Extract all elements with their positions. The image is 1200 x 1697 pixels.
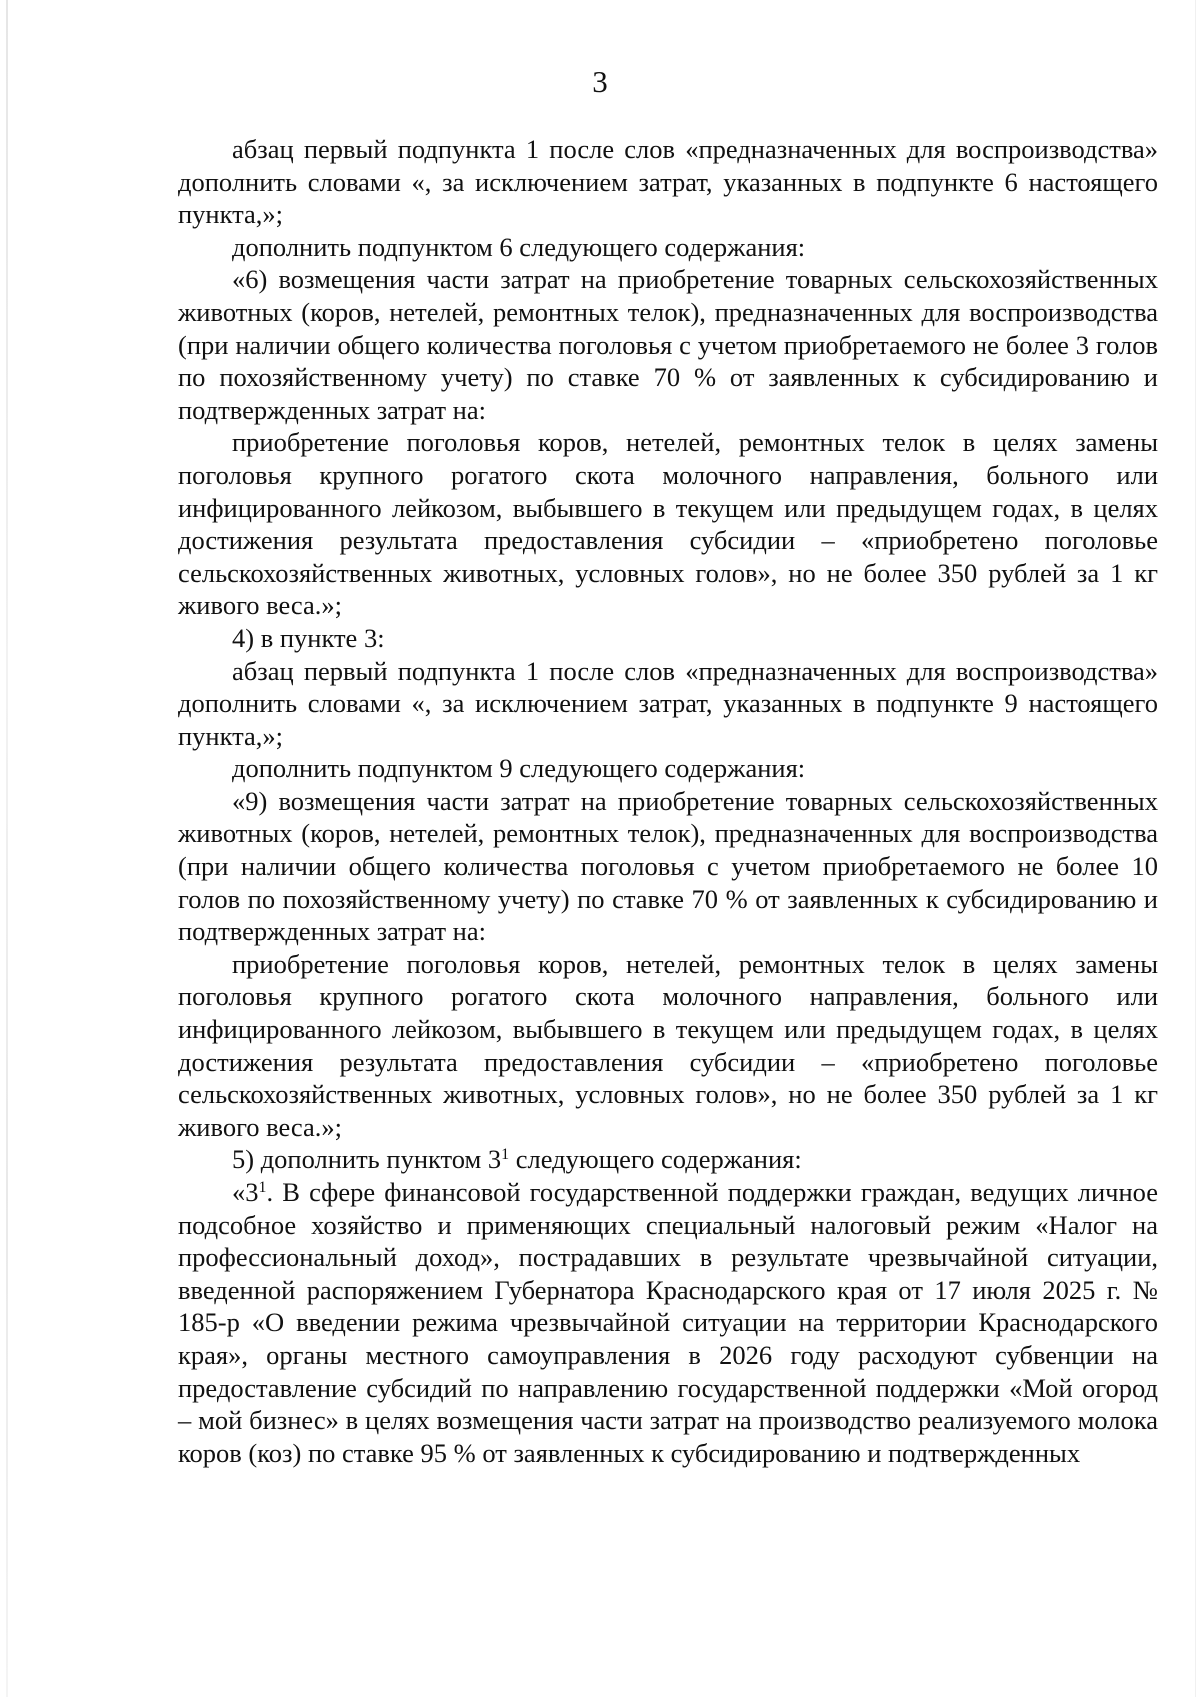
paragraph: «6) возмещения части затрат на приобретение товарных сельскохозяйственных животных (коров, нетелей, ремонтных телок), предназначенных для воспроизводства (при наличии общего количества поголовья с учетом приобретаемого не более 3 голов по похозяйственному учету) по ставке 70 % от заявленных к субсидированию и подтвержденных затрат на: (178, 264, 1158, 425)
paragraph: приобретение поголовья коров, нетелей, ремонтных телок в целях замены поголовья крупного рогатого скота молочного направления, больного или инфицированного лейкозом, выбывшего в текущем или предыдущем годах, в целях достижения результата предоставления субсидии – «приобретено поголовье сельскохозяйственных животных, условных голов», но не более 350 рублей за 1 кг живого веса.»; (178, 948, 1158, 1142)
paragraph (178, 1176, 1158, 1469)
scan-edge-line (1195, 0, 1196, 1697)
paragraph-text: 5) дополнить пунктом 3 (232, 1144, 502, 1175)
paragraph-text: . В сфере финансовой государственной поддержки граждан, ведущих личное подсобное хозяйство и применяющих специальный налоговый режим «Налог на профессиональный доход», пострадавших в результате чрезвычайной ситуации, введенной распоряжением Губернатора Краснодарского края от 17 июля 2025 г. № 185-р «О введении режима чрезвычайной ситуации на территории Краснодарского края», органы местного самоуправления в 2026 году расходуют субвенции на предоставление субсидий по направлению государственной поддержки «Мой огород – мой бизнес» в целях возмещения части затрат на производство реализуемого молока коров (коз) по ставке 95 % от заявленных к субсидированию и подтвержденных (178, 1177, 1158, 1468)
paragraph: дополнить подпунктом 9 следующего содержания: (232, 753, 806, 784)
superscript: 1 (501, 1146, 510, 1164)
page-number: 3 (592, 64, 608, 99)
paragraph: абзац первый подпункта 1 после слов «предназначенных для воспроизводства» дополнить словами «, за исключением затрат, указанных в подпункте 9 настоящего пункта,»; (178, 655, 1158, 751)
paragraph-text: следующего содержания: (509, 1144, 802, 1175)
paragraph: приобретение поголовья коров, нетелей, ремонтных телок в целях замены поголовья крупного рогатого скота молочного направления, больного или инфицированного лейкозом, выбывшего в текущем или предыдущем годах, в целях достижения результата предоставления субсидии – «приобретено поголовье сельскохозяйственных животных, условных голов», но не более 350 рублей за 1 кг живого веса.»; (178, 427, 1158, 621)
superscript: 1 (258, 1179, 267, 1196)
document-body (178, 133, 1158, 1469)
paragraph: 4) в пункте 3: (232, 622, 385, 653)
paragraph: «9) возмещения части затрат на приобретение товарных сельскохозяйственных животных (коров, нетелей, ремонтных телок), предназначенных для воспроизводства (при наличии общего количества поголовья с учетом приобретаемого не более 10 голов по похозяйственному учету) по ставке 70 % от заявленных к субсидированию и подтвержденных затрат на: (178, 785, 1158, 947)
paragraph: абзац первый подпункта 1 после слов «предназначенных для воспроизводства» дополнить словами «, за исключением затрат, указанных в подпункте 6 настоящего пункта,»; (178, 134, 1158, 230)
paragraph (178, 1143, 1158, 1176)
scan-edge-shadow (6, 0, 8, 1697)
paragraph: дополнить подпунктом 6 следующего содержания: (232, 231, 806, 262)
paragraph-text: «3 (232, 1177, 259, 1207)
